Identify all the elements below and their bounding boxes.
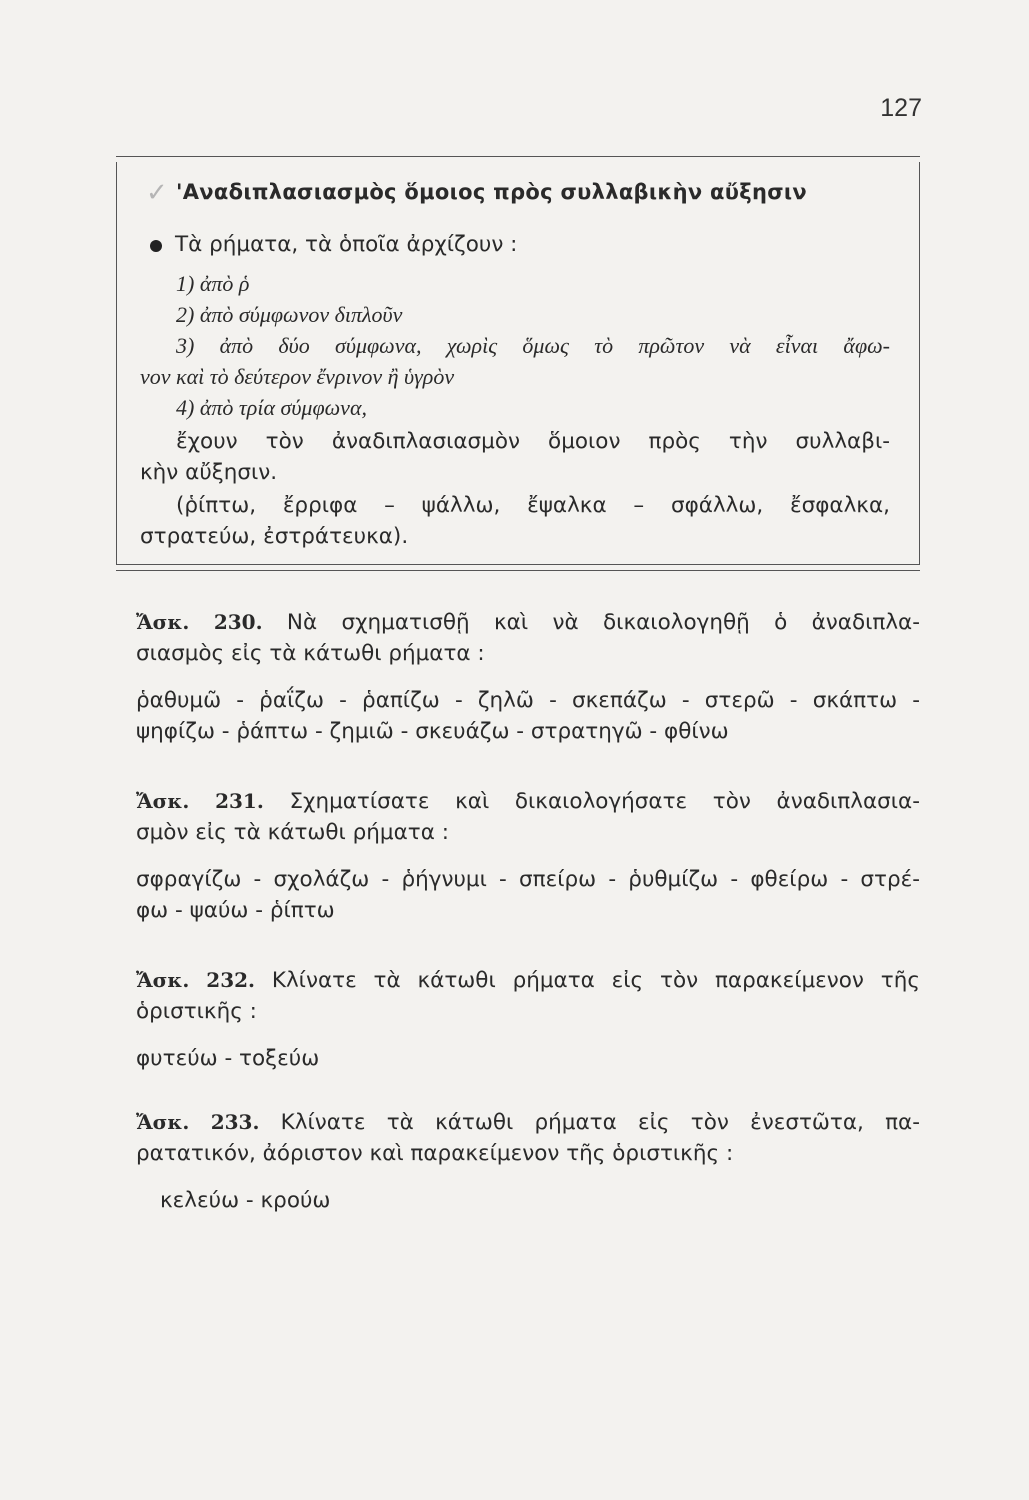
exercise-words: φω - ψαύω - ῥίπτω xyxy=(136,898,335,923)
exercise-text: Κλίνατε τὰ κάτωθι ρήματα εἰς τὸν ἐνεστῶτα, πα- xyxy=(280,1110,920,1135)
exercise-text: Νὰ σχηματισθῇ καὶ νὰ δικαιολογηθῇ ὁ ἀναδιπλα- xyxy=(286,610,920,635)
exercise-words: φυτεύω - τοξεύω xyxy=(136,1046,320,1071)
exercise-231-line xyxy=(136,786,920,817)
exercise-233-line xyxy=(136,1107,920,1138)
box-intro: Τὰ ρήματα, τὰ ὁποῖα ἀρχίζουν : xyxy=(175,232,518,257)
exercise-230-line xyxy=(136,607,920,638)
exercise-text: Κλίνατε τὰ κάτωθι ρήματα εἰς τὸν παρακείμενον τῆς xyxy=(271,968,920,993)
box-item: 3) ἀπὸ δύο σύμφωνα, χωρὶς ὅμως τὸ πρῶτον νὰ εἶναι ἄφω- xyxy=(176,333,890,358)
exercise-text: ὁριστικῆς : xyxy=(136,999,257,1024)
exercise-label: Ἄσκ. 231. xyxy=(136,789,264,813)
box-item: 2) ἀπὸ σύμφωνον διπλοῦν xyxy=(176,302,403,327)
bullet-icon xyxy=(150,240,162,252)
box-item: νον καὶ τὸ δεύτερον ἔνρινον ἢ ὑγρὸν xyxy=(140,364,455,389)
box-rule-text: ἔχουν τὸν ἀναδιπλασιασμὸν ὅμοιον πρὸς τὴν συλλαβι- xyxy=(176,429,890,454)
exercise-232-line xyxy=(136,965,920,996)
exercise-label: Ἄσκ. 230. xyxy=(136,610,263,634)
box-bottom-rule xyxy=(116,570,920,571)
box-title: 'Αναδιπλασιασμὸς ὅμοιος πρὸς συλλαβικὴν αὔξησιν xyxy=(176,180,807,204)
exercise-text: σμὸν εἰς τὰ κάτωθι ρήματα : xyxy=(136,820,449,845)
box-examples: στρατεύω, ἐστράτευκα). xyxy=(140,524,409,549)
exercise-text: σιασμὸς εἰς τὰ κάτωθι ρήματα : xyxy=(136,641,485,666)
box-rule-text: κὴν αὔξησιν. xyxy=(140,460,278,485)
box-item: 4) ἀπὸ τρία σύμφωνα, xyxy=(176,395,367,420)
check-mark-icon: ✓ xyxy=(146,178,168,208)
exercise-words: σφραγίζω - σχολάζω - ῥήγνυμι - σπείρω - ῥυθμίζω - φθείρω - στρέ- xyxy=(136,867,920,892)
exercise-label: Ἄσκ. 233. xyxy=(136,1110,260,1134)
box-top-rule xyxy=(116,156,920,157)
exercise-words: ψηφίζω - ῥάπτω - ζημιῶ - σκευάζω - στρατηγῶ - φθίνω xyxy=(136,719,729,744)
exercise-text: Σχηματίσατε καὶ δικαιολογήσατε τὸν ἀναδιπλασια- xyxy=(289,789,920,814)
exercise-words: κελεύω - κρούω xyxy=(160,1188,331,1213)
box-item: 1) ἀπὸ ῥ xyxy=(176,271,250,296)
page-number: 127 xyxy=(880,94,922,122)
exercise-label: Ἄσκ. 232. xyxy=(136,968,256,992)
exercise-words: ῥαθυμῶ - ῥαΐζω - ῥαπίζω - ζηλῶ - σκεπάζω - στερῶ - σκάπτω - xyxy=(136,688,920,713)
exercise-text: ρατατικόν, ἀόριστον καὶ παρακείμενον τῆς ὁριστικῆς : xyxy=(136,1141,734,1166)
box-examples: (ῥίπτω, ἔρριφα – ψάλλω, ἔψαλκα – σφάλλω, ἔσφαλκα, xyxy=(176,493,890,518)
